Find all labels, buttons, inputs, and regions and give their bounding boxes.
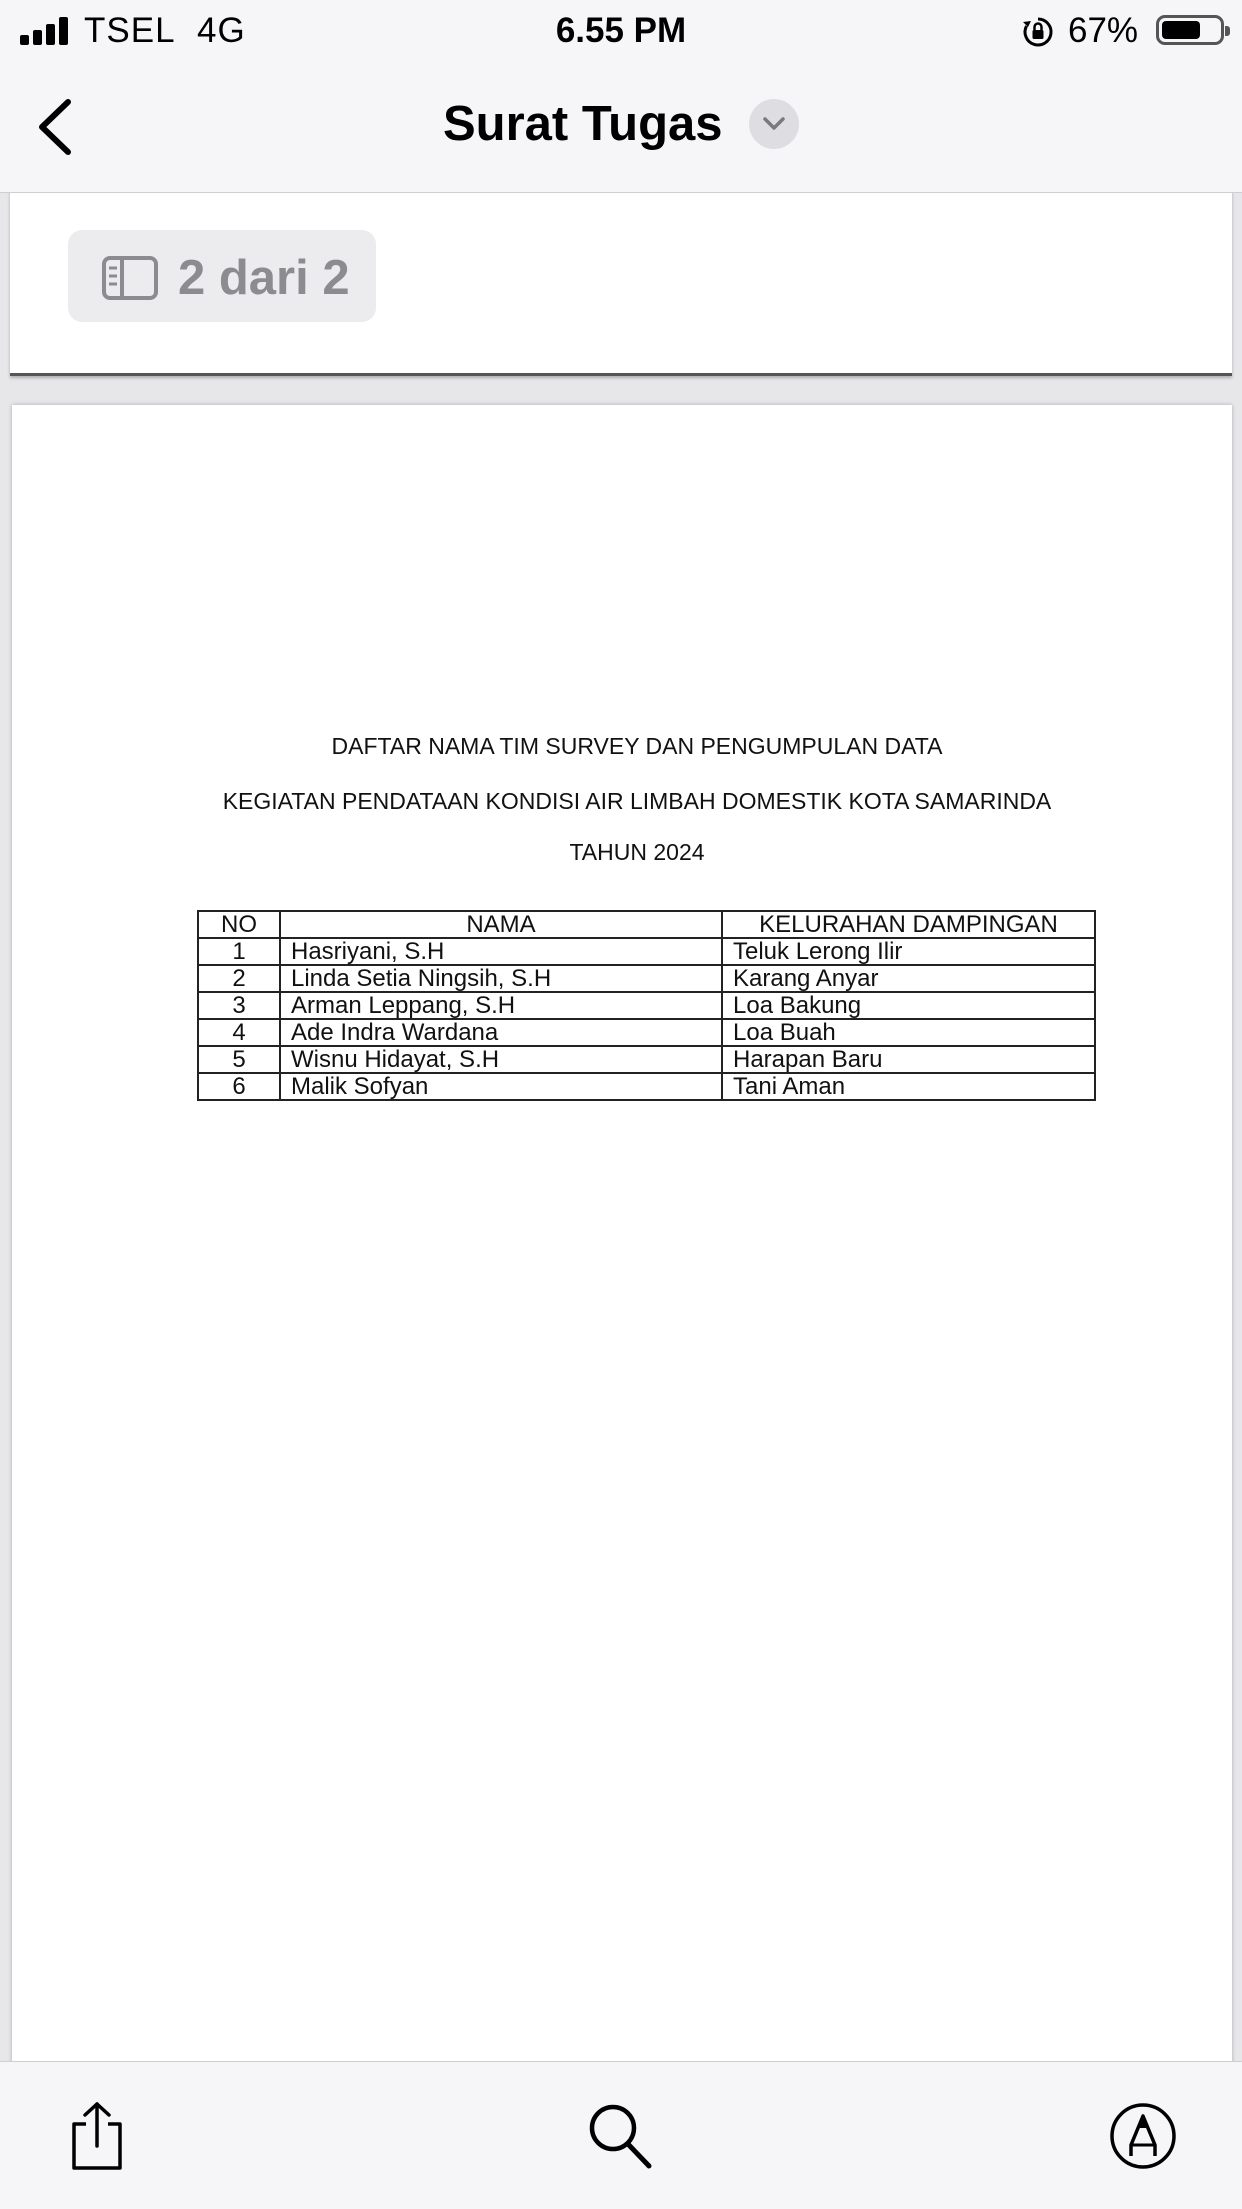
- table-row: [198, 1019, 1095, 1046]
- table-header-row: [198, 911, 1095, 938]
- document-heading-1: DAFTAR NAMA TIM SURVEY DAN PENGUMPULAN DATA: [331, 733, 943, 759]
- markup-button[interactable]: [1108, 2100, 1178, 2172]
- cell-nama: Malik Sofyan: [280, 1073, 722, 1100]
- table-row: [198, 992, 1095, 1019]
- share-icon: [62, 2100, 132, 2172]
- title-menu-button[interactable]: [749, 99, 799, 149]
- status-bar: [0, 0, 1242, 62]
- battery-icon: [1156, 15, 1224, 45]
- carrier-name: TSEL: [84, 11, 176, 50]
- document-viewer[interactable]: [0, 193, 1242, 2061]
- table-row: [198, 938, 1095, 965]
- cell-no: 2: [198, 965, 280, 992]
- cell-nama: Hasriyani, S.H: [280, 938, 722, 965]
- title-area: [0, 96, 1242, 152]
- cell-kelurahan: Tani Aman: [722, 1073, 1095, 1100]
- share-button[interactable]: [62, 2100, 132, 2172]
- page-indicator-label: 2 dari 2: [178, 251, 350, 305]
- table-row: [198, 1046, 1095, 1073]
- page-indicator-button[interactable]: [68, 230, 376, 322]
- orientation-lock-icon: [1022, 16, 1054, 48]
- cell-nama: Wisnu Hidayat, S.H: [280, 1046, 722, 1073]
- network-type: 4G: [197, 11, 246, 50]
- cell-no: 6: [198, 1073, 280, 1100]
- cell-kelurahan: Teluk Lerong Ilir: [722, 938, 1095, 965]
- nav-bar: [0, 62, 1242, 193]
- cell-kelurahan: Karang Anyar: [722, 965, 1095, 992]
- cell-no: 3: [198, 992, 280, 1019]
- header-no: NO: [198, 911, 280, 938]
- markup-icon: [1108, 2100, 1178, 2172]
- document-heading-3: TAHUN 2024: [569, 839, 705, 865]
- document-heading-2: KEGIATAN PENDATAAN KONDISI AIR LIMBAH DOMESTIK KOTA SAMARINDA: [222, 788, 1052, 814]
- battery-level: [1162, 21, 1200, 39]
- search-icon: [585, 2100, 655, 2172]
- cell-kelurahan: Loa Bakung: [722, 992, 1095, 1019]
- cell-kelurahan: Harapan Baru: [722, 1046, 1095, 1073]
- status-time: 6.55 PM: [555, 11, 687, 50]
- cell-no: 1: [198, 938, 280, 965]
- cell-nama: Ade Indra Wardana: [280, 1019, 722, 1046]
- header-nama: NAMA: [280, 911, 722, 938]
- table-row: [198, 1073, 1095, 1100]
- page-2: [12, 405, 1232, 2061]
- table-row: [198, 965, 1095, 992]
- cell-no: 5: [198, 1046, 280, 1073]
- chevron-down-icon: [762, 114, 786, 134]
- cell-nama: Arman Leppang, S.H: [280, 992, 722, 1019]
- document-title[interactable]: Surat Tugas: [443, 97, 723, 151]
- cell-no: 4: [198, 1019, 280, 1046]
- battery-percent: 67%: [1068, 11, 1139, 50]
- page-1: [10, 193, 1232, 376]
- personnel-table: [197, 910, 1096, 1101]
- sidebar-icon: [102, 256, 158, 300]
- search-button[interactable]: [585, 2100, 655, 2172]
- header-kelurahan: KELURAHAN DAMPINGAN: [722, 911, 1095, 938]
- cell-kelurahan: Loa Buah: [722, 1019, 1095, 1046]
- bottom-toolbar: [0, 2061, 1242, 2209]
- cell-nama: Linda Setia Ningsih, S.H: [280, 965, 722, 992]
